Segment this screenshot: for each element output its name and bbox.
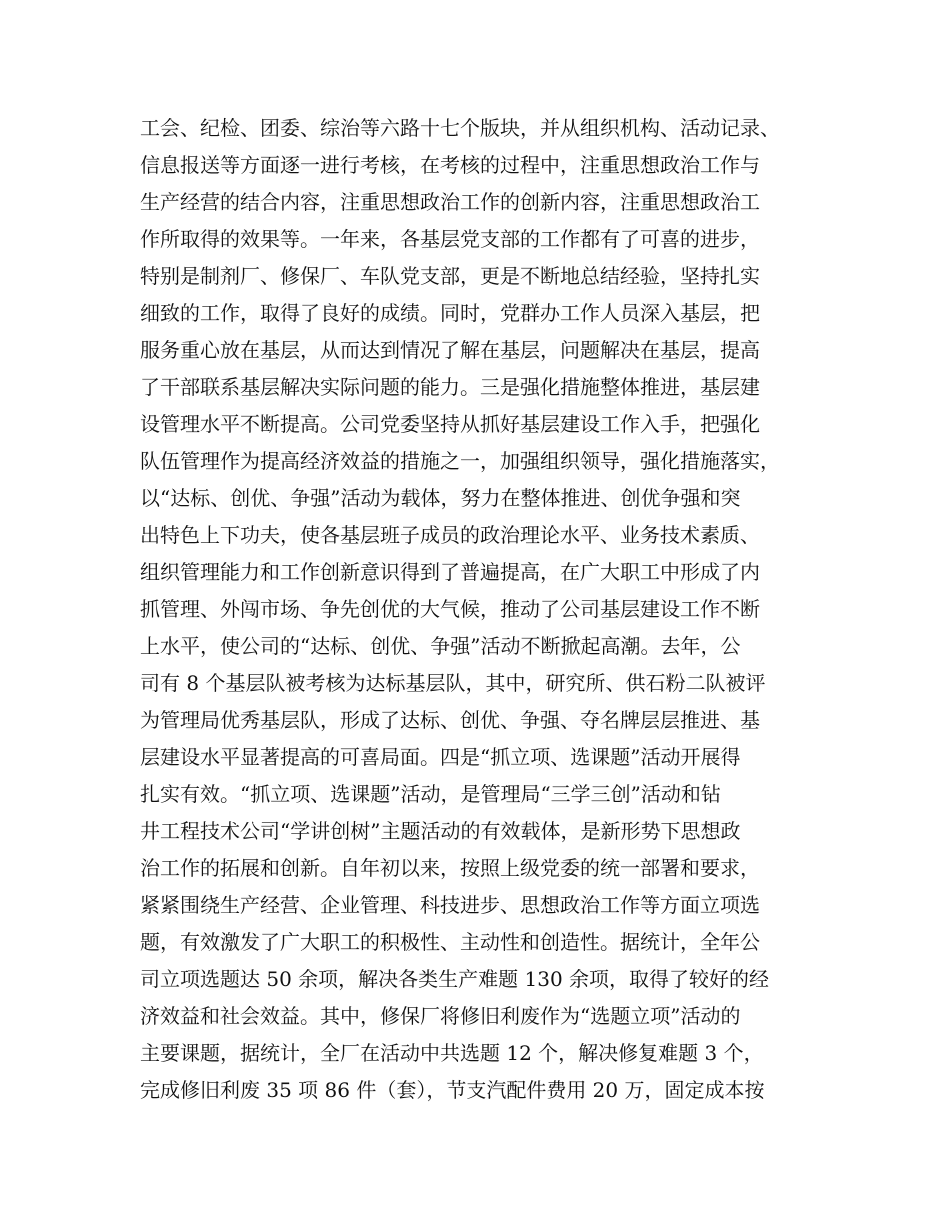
text-line: 扎实有效。“抓立项、选课题”活动，是管理局“三学三创”活动和钻 [140,782,721,806]
text-line: 为管理局优秀基层队，形成了达标、创优、争强、夺名牌层层推进、基 [140,708,760,732]
text-line: 司立项选题达 50 余项，解决各类生产难题 130 余项，取得了较好的经 [140,967,770,991]
text-line: 了干部联系基层解决实际问题的能力。三是强化措施整体推进，基层建 [140,375,760,399]
text-line: 井工程技术公司“学讲创树”主题活动的有效载体，是新形势下思想政 [140,819,741,843]
text-line: 出特色上下功夫，使各基层班子成员的政治理论水平、业务技术素质、 [140,523,760,547]
text-line: 特别是制剂厂、修保厂、车队党支部，更是不断地总结经验，坚持扎实 [140,264,760,288]
text-line: 组织管理能力和工作创新意识得到了普遍提高，在广大职工中形成了内 [140,560,760,584]
text-line: 治工作的拓展和创新。自年初以来，按照上级党委的统一部署和要求， [140,856,760,880]
text-line: 信息报送等方面逐一进行考核，在考核的过程中，注重思想政治工作与 [140,153,760,177]
text-line: 服务重心放在基层，从而达到情况了解在基层，问题解决在基层，提高 [140,338,760,362]
text-line: 紧紧围绕生产经营、企业管理、科技进步、思想政治工作等方面立项选 [140,893,760,917]
text-line: 生产经营的结合内容，注重思想政治工作的创新内容，注重思想政治工 [140,190,760,214]
text-line: 细致的工作，取得了良好的成绩。同时，党群办工作人员深入基层，把 [140,301,760,325]
text-line: 以“达标、创优、争强”活动为载体，努力在整体推进、创优争强和突 [140,486,741,510]
text-line: 作所取得的效果等。一年来，各基层党支部的工作都有了可喜的进步， [140,227,760,251]
text-line: 上水平，使公司的“达标、创优、争强”活动不断掀起高潮。去年，公 [140,634,741,658]
text-line: 设管理水平不断提高。公司党委坚持从抓好基层建设工作入手，把强化 [140,412,760,436]
text-line: 工会、纪检、团委、综治等六路十七个版块，并从组织机构、活动记录、 [140,116,780,140]
text-line: 司有 8 个基层队被考核为达标基层队，其中，研究所、供石粉二队被评 [140,671,766,695]
text-line: 层建设水平显著提高的可喜局面。四是“抓立项、选课题”活动开展得 [140,745,741,769]
body-text [140,110,840,1109]
text-line: 济效益和社会效益。其中，修保厂将修旧利废作为“选题立项”活动的 [140,1004,741,1028]
text-line: 题，有效激发了广大职工的积极性、主动性和创造性。据统计，全年公 [140,930,760,954]
text-line: 队伍管理作为提高经济效益的措施之一，加强组织领导，强化措施落实， [140,449,780,473]
text-line: 抓管理、外闯市场、争先创优的大气候，推动了公司基层建设工作不断 [140,597,760,621]
text-line: 主要课题，据统计，全厂在活动中共选题 12 个，解决修复难题 3 个， [140,1041,764,1065]
text-line: 完成修旧利废 35 项 86 件（套），节支汽配件费用 20 万，固定成本按 [140,1078,765,1102]
